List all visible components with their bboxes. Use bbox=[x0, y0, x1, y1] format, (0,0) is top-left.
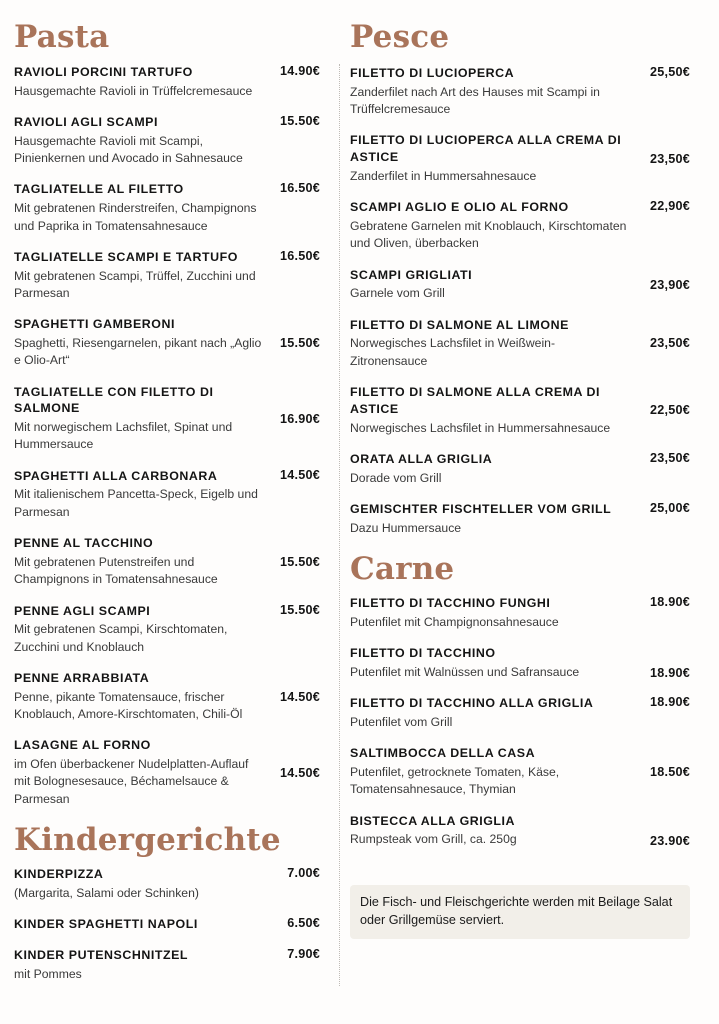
menu-item-name: PENNE AL TACCHINO bbox=[14, 536, 154, 551]
menu-item-description: im Ofen überbackener Nudelplatten-Auflauf mit Bolognesesauce, Béchamelsauce & Parmesan bbox=[14, 757, 249, 806]
menu-item[interactable] bbox=[350, 65, 690, 118]
menu-item-main bbox=[350, 595, 632, 631]
menu-item-price: 25,50€ bbox=[649, 65, 690, 79]
menu-item[interactable] bbox=[350, 267, 690, 303]
menu-item-price: 18.90€ bbox=[649, 594, 690, 609]
menu-item-main bbox=[350, 451, 632, 487]
menu-item-main bbox=[350, 267, 632, 303]
menu-item-price: 15.50€ bbox=[279, 335, 320, 350]
menu-item-name: KINDER SPAGHETTI NAPOLI bbox=[14, 917, 198, 932]
menu-item-price: 25,00€ bbox=[649, 500, 690, 515]
menu-item-main bbox=[350, 645, 632, 681]
menu-item-name: LASAGNE AL FORNO bbox=[14, 738, 151, 753]
menu-item-price: 15.50€ bbox=[279, 114, 320, 129]
menu-item-main bbox=[14, 114, 264, 167]
menu-item-description: Mit gebratenen Scampi, Trüffel, Zucchini und Parmesan bbox=[14, 268, 256, 300]
menu-item[interactable] bbox=[14, 64, 320, 100]
menu-item-main bbox=[350, 317, 632, 370]
menu-item[interactable] bbox=[350, 384, 690, 437]
menu-item-description: Norwegisches Lachsfilet in Weißwein-Zitronensauce bbox=[350, 336, 556, 368]
menu-item-price: 14.90€ bbox=[279, 64, 320, 78]
menu-item-name: FILETTO DI SALMONE AL LIMONE bbox=[350, 317, 569, 332]
menu-item-description: Mit gebratenen Putenstreifen und Champignons in Tomatensahnesauce bbox=[14, 554, 218, 587]
menu-item-description: Garnele vom Grill bbox=[350, 286, 445, 301]
menu-item-price: 23,90€ bbox=[649, 277, 690, 292]
menu-item-description: Hausgemachte Ravioli in Trüffelcremesauce bbox=[14, 83, 253, 98]
menu-item-name: TAGLIATELLE CON FILETTO DI SALMONE bbox=[14, 384, 214, 416]
menu-item[interactable] bbox=[350, 132, 690, 185]
menu-item-name: SALTIMBOCCA DELLA CASA bbox=[350, 746, 536, 761]
menu-item-main bbox=[350, 384, 632, 437]
menu-column-right bbox=[340, 0, 719, 1024]
menu-item-description: Putenfilet mit Walnüssen und Safransauce bbox=[350, 664, 580, 679]
menu-item[interactable] bbox=[14, 249, 320, 302]
menu-item[interactable] bbox=[350, 695, 690, 731]
menu-item-name: PENNE ARRABBIATA bbox=[14, 670, 150, 685]
menu-item-main bbox=[14, 249, 264, 302]
menu-item[interactable] bbox=[350, 317, 690, 370]
menu-item-main bbox=[350, 745, 632, 798]
serving-note: Die Fisch- und Fleischgerichte werden mit Beilage Salat oder Grillgemüse serviert. bbox=[350, 885, 690, 940]
menu-item[interactable] bbox=[350, 645, 690, 681]
menu-item-name: FILETTO DI TACCHINO bbox=[350, 646, 496, 661]
menu-column-left bbox=[0, 0, 340, 1024]
menu-item-name: FILETTO DI SALMONE ALLA CREMA DI ASTICE bbox=[350, 385, 601, 416]
menu-item-description: Mit gebratenen Scampi, Kirschtomaten, Zucchini und Knoblauch bbox=[14, 622, 228, 654]
menu-item-name: FILETTO DI LUCIOPERCA ALLA CREMA DI ASTICE bbox=[350, 133, 622, 165]
menu-item[interactable] bbox=[14, 384, 320, 454]
menu-item-description: Putenfilet, getrocknete Tomaten, Käse, Tomatensahnesauce, Thymian bbox=[350, 764, 560, 797]
menu-item-name: SPAGHETTI GAMBERONI bbox=[14, 317, 175, 332]
menu-item-description: Hausgemachte Ravioli mit Scampi, Pinienkernen und Avocado in Sahnesauce bbox=[14, 133, 243, 166]
menu-item-name: ORATA ALLA GRIGLIA bbox=[350, 451, 493, 466]
menu-item-name: RAVIOLI PORCINI TARTUFO bbox=[14, 65, 193, 79]
menu-item-description: Mit gebratenen Rinderstreifen, Champignons und Paprika in Tomatensahnesauce bbox=[14, 201, 257, 233]
menu-item-price: 14.50€ bbox=[279, 467, 320, 482]
menu-item[interactable] bbox=[14, 670, 320, 723]
menu-item-price: 14.50€ bbox=[279, 765, 320, 780]
menu-item-price: 22,90€ bbox=[649, 199, 690, 214]
menu-item-main bbox=[350, 501, 632, 537]
menu-item-price: 18.90€ bbox=[649, 695, 690, 710]
menu-item-price: 14.50€ bbox=[279, 689, 320, 704]
menu-item[interactable] bbox=[350, 501, 690, 537]
menu-item-name: SCAMPI GRIGLIATI bbox=[350, 267, 473, 282]
menu-item-description: Spaghetti, Riesengarnelen, pikant nach „Aglio e Olio-Art“ bbox=[14, 335, 262, 368]
menu-item-name: FILETTO DI TACCHINO ALLA GRIGLIA bbox=[350, 696, 594, 711]
menu-item-price: 15.50€ bbox=[279, 602, 320, 617]
menu-item-description: Mit norwegischem Lachsfilet, Spinat und Hummersauce bbox=[14, 420, 233, 452]
menu-item-description: Dorade vom Grill bbox=[350, 470, 442, 485]
menu-item[interactable] bbox=[14, 866, 320, 902]
menu-item[interactable] bbox=[350, 451, 690, 487]
menu-item-price: 7.00€ bbox=[287, 866, 320, 881]
menu-item[interactable] bbox=[350, 595, 690, 631]
menu-item-main bbox=[14, 64, 264, 100]
menu-item-description: Penne, pikante Tomatensauce, frischer Knoblauch, Amore-Kirschtomaten, Chili-Öl bbox=[14, 689, 243, 721]
menu-item-price: 15.50€ bbox=[279, 554, 320, 569]
menu-item-price: 18.90€ bbox=[649, 666, 690, 681]
menu-item[interactable] bbox=[350, 199, 690, 252]
menu-item-name: GEMISCHTER FISCHTELLER VOM GRILL bbox=[350, 501, 612, 516]
menu-item-main bbox=[14, 535, 264, 588]
menu-item[interactable] bbox=[14, 468, 320, 521]
menu-item-main bbox=[350, 695, 632, 731]
menu-item-main bbox=[14, 603, 264, 656]
menu-item-name: TAGLIATELLE SCAMPI E TARTUFO bbox=[14, 249, 238, 264]
menu-item[interactable] bbox=[350, 813, 690, 849]
menu-item-name: KINDERPIZZA bbox=[14, 867, 104, 882]
menu-item-main bbox=[14, 181, 264, 234]
menu-item-price: 23,50€ bbox=[649, 336, 690, 351]
menu-item[interactable] bbox=[14, 916, 320, 933]
menu-item-price: 23,50€ bbox=[649, 450, 690, 465]
menu-item[interactable] bbox=[14, 114, 320, 167]
section-title-pesce: Pesce bbox=[350, 19, 450, 55]
menu-item-description: Rumpsteak vom Grill, ca. 250g bbox=[350, 832, 517, 847]
menu-item[interactable] bbox=[14, 535, 320, 588]
menu-item-name: SPAGHETTI ALLA CARBONARA bbox=[14, 468, 218, 483]
menu-item-name: FILETTO DI TACCHINO FUNGHI bbox=[350, 595, 551, 610]
menu-item-main bbox=[14, 384, 264, 454]
menu-item-description: Mit italienischem Pancetta-Speck, Eigelb und Parmesan bbox=[14, 487, 258, 519]
menu-item[interactable] bbox=[14, 316, 320, 369]
section-title-kindergerichte: Kindergerichte bbox=[14, 822, 281, 859]
menu-item-name: SCAMPI AGLIO E OLIO AL FORNO bbox=[350, 200, 569, 215]
menu-item-main bbox=[350, 132, 632, 185]
menu-item-description: (Margarita, Salami oder Schinken) bbox=[14, 885, 199, 900]
menu-item-price: 7.90€ bbox=[287, 946, 320, 961]
menu-item-price: 18.50€ bbox=[649, 764, 690, 779]
menu-item-price: 16.50€ bbox=[279, 181, 320, 196]
menu-item-price: 23,50€ bbox=[649, 151, 690, 166]
menu-item-description: Zanderfilet in Hummersahnesauce bbox=[350, 168, 537, 183]
section-title-pasta: Pasta bbox=[14, 19, 110, 55]
section-items-pesce bbox=[350, 65, 690, 537]
menu-item-price: 16.90€ bbox=[279, 411, 320, 426]
menu-item-main bbox=[14, 916, 264, 933]
menu-item-description: Putenfilet mit Champignonsahnesauce bbox=[350, 614, 559, 629]
menu-item-main bbox=[14, 468, 264, 521]
menu-item-main bbox=[14, 947, 264, 983]
menu-item-price: 22,50€ bbox=[649, 403, 690, 418]
menu-item-main bbox=[14, 737, 264, 808]
menu-item-main bbox=[350, 65, 632, 118]
menu-item-main bbox=[14, 866, 264, 902]
menu-item-main bbox=[350, 813, 632, 849]
menu-item-main bbox=[14, 316, 264, 369]
menu-item[interactable] bbox=[14, 603, 320, 656]
menu-item-name: FILETTO DI LUCIOPERCA bbox=[350, 66, 515, 80]
menu-item-description: Gebratene Garnelen mit Knoblauch, Kirschtomaten und Oliven, überbacken bbox=[350, 218, 627, 251]
section-items-pasta bbox=[14, 64, 320, 808]
menu-item-description: Zanderfilet nach Art des Hauses mit Scampi in Trüffelcremesauce bbox=[350, 84, 600, 117]
menu-item-name: PENNE AGLI SCAMPI bbox=[14, 603, 151, 618]
menu-item-name: KINDER PUTENSCHNITZEL bbox=[14, 947, 189, 962]
menu-item-name: BISTECCA ALLA GRIGLIA bbox=[350, 813, 516, 828]
section-items-kindergerichte bbox=[14, 866, 320, 983]
menu-item-main bbox=[14, 670, 264, 723]
menu-item-price: 23.90€ bbox=[649, 833, 690, 848]
section-items-carne bbox=[350, 595, 690, 849]
menu-item-name: TAGLIATELLE AL FILETTO bbox=[14, 182, 184, 197]
menu-item-price: 6.50€ bbox=[287, 916, 320, 931]
menu-item-description: mit Pommes bbox=[14, 966, 82, 981]
menu-item[interactable] bbox=[14, 737, 320, 808]
section-title-carne: Carne bbox=[350, 550, 455, 587]
menu-item-main bbox=[350, 199, 632, 252]
menu-item-description: Dazu Hummersauce bbox=[350, 520, 462, 535]
menu-item-name: RAVIOLI AGLI SCAMPI bbox=[14, 115, 158, 130]
menu-item-description: Putenfilet vom Grill bbox=[350, 714, 453, 729]
menu-item[interactable] bbox=[14, 947, 320, 983]
menu-item[interactable] bbox=[14, 181, 320, 234]
menu-item[interactable] bbox=[350, 745, 690, 798]
menu-item-description: Norwegisches Lachsfilet in Hummersahnesauce bbox=[350, 420, 611, 435]
menu-item-price: 16.50€ bbox=[279, 248, 320, 263]
